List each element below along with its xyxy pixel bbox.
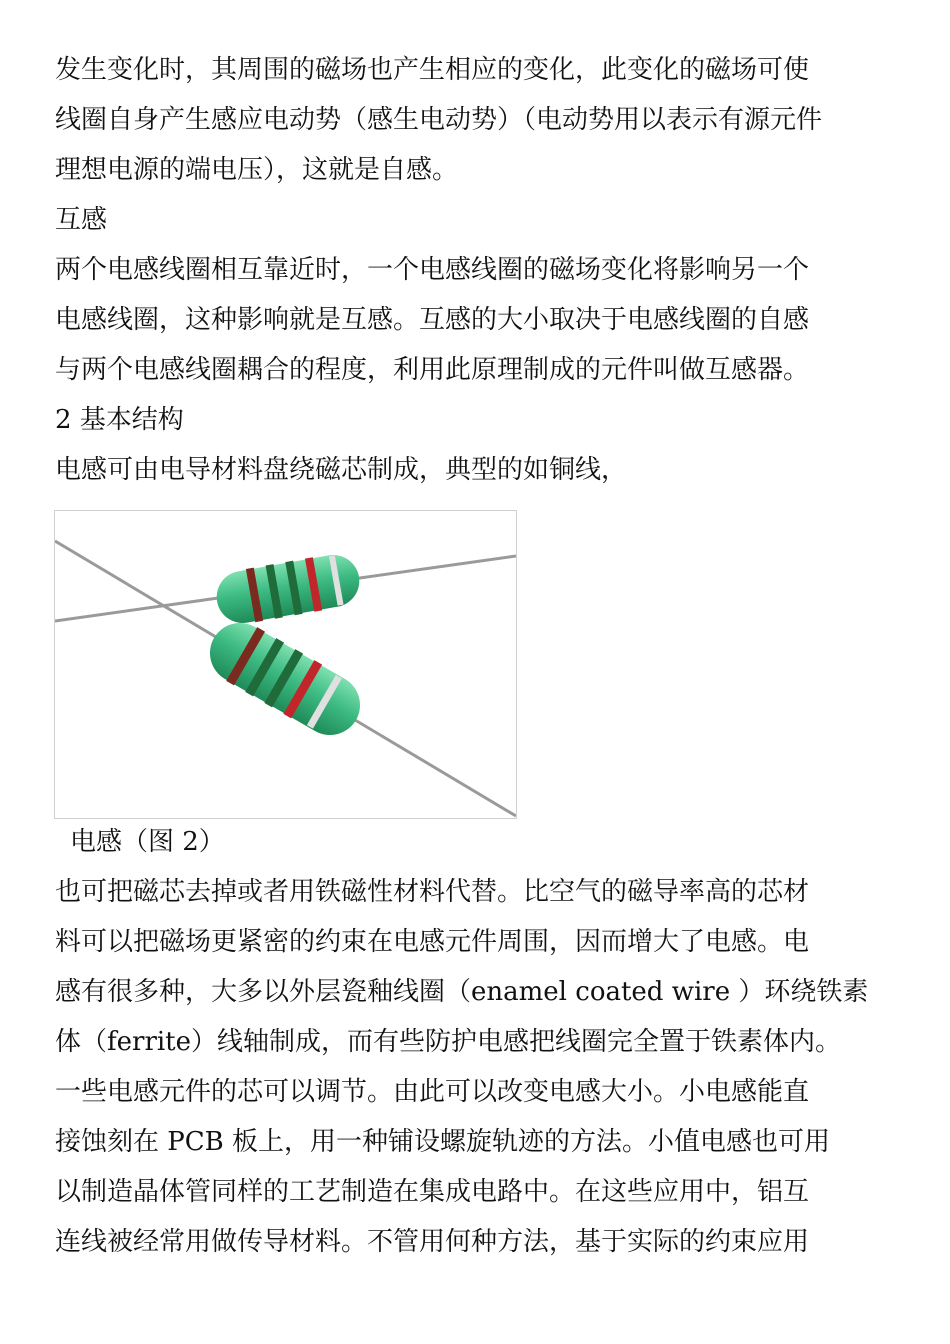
paragraph-mutual-inductance	[55, 245, 905, 395]
inductor-back	[212, 550, 363, 628]
text-line: 也可把磁芯去掉或者用铁磁性材料代替。比空气的磁导率高的芯材	[55, 877, 810, 907]
text-line: 线圈自身产生感应电动势（感生电动势）（电动势用以表示有源元件	[55, 105, 823, 135]
figure-caption: 电感（图 2）	[70, 827, 225, 857]
inductor-illustration	[55, 511, 516, 818]
text-line: 理想电源的端电压），这就是自感。	[55, 155, 459, 185]
inductor-photo	[54, 510, 517, 819]
text-line: 感有很多种，大多以外层瓷釉线圈（enamel coated wire ）环绕铁素	[55, 977, 869, 1007]
paragraph-structure-intro: 电感可由电导材料盘绕磁芯制成，典型的如铜线，	[55, 455, 628, 485]
text-line: 一些电感元件的芯可以调节。由此可以改变电感大小。小电感能直	[55, 1077, 810, 1107]
text-line: 以制造晶体管同样的工艺制造在集成电路中。在这些应用中，铝互	[55, 1177, 810, 1207]
paragraph-self-inductance	[55, 45, 905, 195]
heading-mutual-inductance: 互感	[55, 205, 108, 235]
text-line: 体（ferrite）线轴制成，而有些防护电感把线圈完全置于铁素体内。	[55, 1027, 842, 1057]
heading-basic-structure: 2 基本结构	[55, 405, 184, 435]
text-line: 连线被经常用做传导材料。不管用何种方法，基于实际的约束应用	[55, 1227, 810, 1257]
text-line: 发生变化时，其周围的磁场也产生相应的变化，此变化的磁场可使	[55, 55, 810, 85]
text-line: 料可以把磁场更紧密的约束在电感元件周围，因而增大了电感。电	[55, 927, 810, 957]
inductor-front	[198, 611, 371, 747]
text-line: 与两个电感线圈耦合的程度，利用此原理制成的元件叫做互感器。	[55, 355, 810, 385]
text-line: 电感线圈，这种影响就是互感。互感的大小取决于电感线圈的自感	[55, 305, 810, 335]
text-line: 接蚀刻在 PCB 板上，用一种铺设螺旋轨迹的方法。小值电感也可用	[55, 1127, 831, 1157]
paragraph-core-materials	[55, 867, 905, 1267]
text-line: 两个电感线圈相互靠近时，一个电感线圈的磁场变化将影响另一个	[55, 255, 810, 285]
